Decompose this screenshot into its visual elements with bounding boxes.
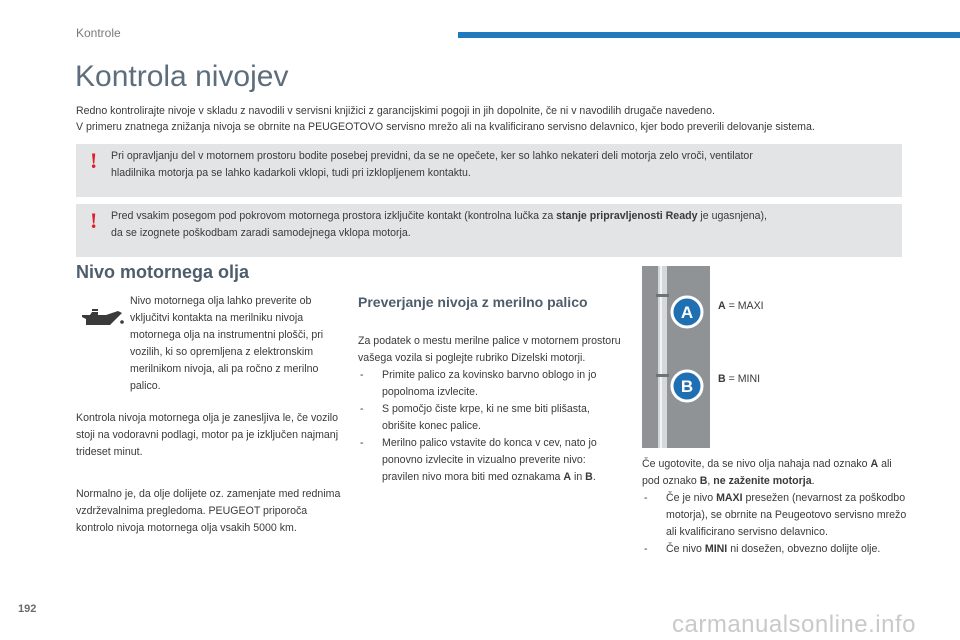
result-intro: Če ugotovite, da se nivo olja nahaja nad oznako A ali pod oznako B, ne zaženite motorja.: [642, 458, 892, 487]
warning-text: [111, 208, 891, 242]
intro-line: Redno kontrolirajte nivoje v skladu z navodili v servisni knjižici z garancijskimi pogoji in jih dopolnite, če ni v navodilih drugače navedeno.: [76, 105, 715, 117]
warning-line: Pred vsakim posegom pod pokrovom motornega prostora izključite kontakt (kontrolna lučka za stanje pripravljenosti Ready je ugasnjena),: [111, 210, 767, 222]
marker-b-icon: [672, 371, 702, 401]
list-item: - Če je nivo MAXI presežen (nevarnost za poškodbo motorja), se obrnite na Peugeotovo servisno mrežo ali kvalificirano servisno delavnico.: [642, 490, 912, 541]
result-list: [642, 490, 912, 558]
dipstick-heading: Preverjanje nivoja z merilno palico: [358, 294, 588, 310]
legend-mini: B = MINI: [718, 373, 761, 385]
intro-text: [76, 103, 936, 135]
dipstick-illustration: [642, 266, 710, 448]
oil-can-icon: [78, 306, 124, 330]
warning-text: [111, 148, 891, 182]
page-number: 192: [18, 603, 37, 615]
list-item: - Če nivo MINI ni dosežen, obvezno dolijte olje.: [642, 541, 912, 558]
marker-a-icon: [672, 297, 702, 327]
svg-text:B: B: [680, 377, 694, 396]
oil-paragraph: Normalno je, da olje dolijete oz. zamenjate med rednima vzdrževalnima pregledoma. PEUGEOT priporoča kontrolo nivoja motornega olja vsakih 5000 km.: [76, 488, 341, 534]
oil-paragraph: Nivo motornega olja lahko preverite ob vključitvi kontakta na merilniku nivoja motornega olja na instrumentni plošči, pri vozilih, ki so opremljena z elektronskim merilnikom nivoja, ali pa ročno z merilno palico.: [130, 295, 324, 392]
dipstick-intro: Za podatek o mestu merilne palice v motornem prostoru vašega vozila si poglejte rubriko Dizelski motorji.: [358, 335, 621, 364]
svg-text:A: A: [680, 303, 694, 322]
page-title: Kontrola nivojev: [75, 60, 289, 93]
header-accent-bar: [458, 32, 960, 38]
legend-maxi: A = MAXI: [718, 300, 764, 312]
watermark: carmanualsonline.info: [672, 611, 916, 638]
exclamation-icon: !: [90, 148, 98, 173]
list-item: - S pomočjo čiste krpe, ki ne sme biti plišasta, obrišite konec palice.: [358, 401, 624, 435]
intro-line: V primeru znatnega znižanja nivoja se obrnite na PEUGEOTOVO servisno mrežo ali na kvalificirano servisno delavnico, kjer bodo preverili delovanje sistema.: [76, 121, 815, 133]
section-label: Kontrole: [76, 26, 121, 40]
exclamation-icon: !: [90, 208, 98, 233]
list-item: - Merilno palico vstavite do konca v cev, nato jo ponovno izvlecite in vizualno preverite nivo: pravilen nivo mora biti med oznakama A in B.: [358, 435, 624, 486]
warning-line: da se izognete poškodbam zaradi samodejnega vklopa motorja.: [111, 227, 411, 239]
level-result-text: [642, 456, 912, 558]
warning-line: Pri opravljanju del v motornem prostoru bodite posebej previdni, da se ne opečete, ker so lahko nekateri deli motorja zelo vroči, ventilator: [111, 150, 753, 162]
warning-box-ignition: [76, 204, 902, 257]
oil-level-heading: Nivo motornega olja: [76, 262, 250, 282]
dipstick-instructions: [358, 333, 624, 486]
oil-paragraph: Kontrola nivoja motornega olja je zanesljiva le, če vozilo stoji na vodoravni podlagi, motor pa je izključen najmanj trideset minut.: [76, 412, 339, 458]
warning-line: hladilnika motorja pa se lahko kadarkoli vklopi, tudi pri izklopljenem kontaktu.: [111, 167, 471, 179]
warning-box-heat: [76, 144, 902, 197]
list-item: - Primite palico za kovinsko barvno oblogo in jo popolnoma izvlecite.: [358, 367, 624, 401]
dipstick-steps: [358, 367, 624, 486]
